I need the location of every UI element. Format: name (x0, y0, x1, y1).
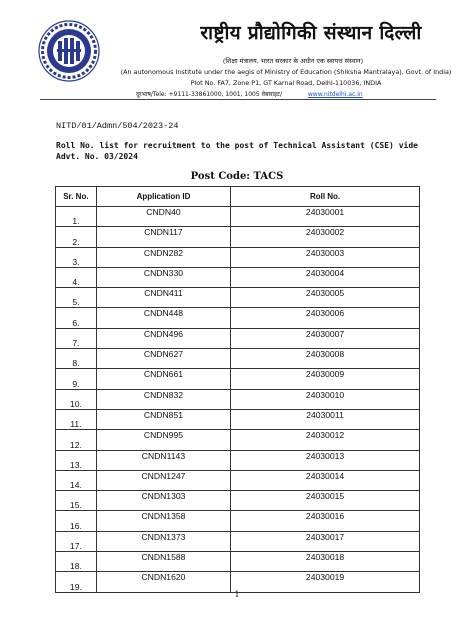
phone-text: दूरभाष/Tele: +9111-33861000, 1001, 1005 वेबसाइट/ (136, 91, 282, 98)
application-id-cell: CNDN1588 (96, 552, 230, 572)
table-row (56, 389, 420, 409)
sr-no-cell: 2. (56, 227, 97, 247)
application-id-cell: CNDN1143 (96, 450, 230, 470)
sr-no-cell: 14. (56, 470, 97, 490)
application-id-cell: CNDN448 (96, 308, 230, 328)
sr-no-cell: 10. (56, 389, 97, 409)
sr-no-cell: 11. (56, 409, 97, 429)
sr-no-cell: 4. (56, 267, 97, 287)
column-header-sr-no: Sr. No. (56, 187, 97, 207)
roll-no-cell: 24030018 (231, 552, 420, 572)
application-id-cell: CNDN117 (96, 227, 230, 247)
sr-no-cell: 18. (56, 552, 97, 572)
table-row (56, 470, 420, 490)
roll-no-cell: 24030012 (231, 430, 420, 450)
application-id-cell: CNDN282 (96, 247, 230, 267)
table-row (56, 308, 420, 328)
application-id-cell: CNDN627 (96, 349, 230, 369)
table-row (56, 207, 420, 227)
table-row (56, 531, 420, 551)
roll-no-cell: 24030011 (231, 409, 420, 429)
sr-no-cell: 19. (56, 572, 97, 592)
application-id-cell: CNDN40 (96, 207, 230, 227)
application-id-cell: CNDN661 (96, 369, 230, 389)
sr-no-cell: 9. (56, 369, 97, 389)
application-id-cell: CNDN1303 (96, 491, 230, 511)
sr-no-cell: 17. (56, 531, 97, 551)
table-row (56, 409, 420, 429)
sr-no-cell: 6. (56, 308, 97, 328)
table-header-row (56, 187, 420, 207)
sr-no-cell: 12. (56, 430, 97, 450)
table-row (56, 491, 420, 511)
table-row (56, 450, 420, 470)
roll-no-cell: 24030002 (231, 227, 420, 247)
roll-no-cell: 24030003 (231, 247, 420, 267)
table-row (56, 511, 420, 531)
post-code-heading: Post Code: TACS (190, 171, 284, 182)
table-row (56, 227, 420, 247)
website-link[interactable]: www.nitdelhi.ac.in (307, 91, 363, 98)
roll-no-cell: 24030007 (231, 328, 420, 348)
table-row (56, 288, 420, 308)
application-id-cell: CNDN411 (96, 288, 230, 308)
institute-subtitle-english: (An autonomous Institute under the aegis of Ministry of Education (Shiksha Mantralaya), Govt. of India) (120, 68, 452, 76)
application-id-cell: CNDN496 (96, 328, 230, 348)
roll-no-cell: 24030010 (231, 389, 420, 409)
sr-no-cell: 8. (56, 349, 97, 369)
roll-no-cell: 24030019 (231, 572, 420, 592)
roll-no-cell: 24030005 (231, 288, 420, 308)
roll-no-cell: 24030004 (231, 267, 420, 287)
institute-subtitle-hindi: (शिक्षा मंत्रालय, भारत सरकार के अधीन एक स्वायत्त संस्थान) (222, 57, 364, 65)
roll-no-cell: 24030013 (231, 450, 420, 470)
application-id-cell: CNDN330 (96, 267, 230, 287)
page-number: 1 (234, 590, 240, 599)
roll-no-cell: 24030014 (231, 470, 420, 490)
sr-no-cell: 5. (56, 288, 97, 308)
application-id-cell: CNDN1247 (96, 470, 230, 490)
table-row (56, 328, 420, 348)
sr-no-cell: 16. (56, 511, 97, 531)
roll-no-cell: 24030009 (231, 369, 420, 389)
sr-no-cell: 7. (56, 328, 97, 348)
subject-line: Roll No. list for recruitment to the post of Technical Assistant (CSE) vide Advt. No. 03/2024 (56, 141, 418, 161)
application-id-cell: CNDN851 (96, 409, 230, 429)
sr-no-cell: 15. (56, 491, 97, 511)
table-row (56, 430, 420, 450)
application-id-cell: CNDN1620 (96, 572, 230, 592)
institute-address: Plot No. FA7, Zone P1, GT Karnal Road, Delhi-110036, INDIA (190, 79, 382, 87)
table-body (56, 207, 420, 593)
institute-name-hindi: राष्ट्रीय प्रौद्योगिकी संस्थान दिल्ली (200, 22, 422, 44)
column-header-roll-no: Roll No. (231, 187, 420, 207)
roll-no-cell: 24030015 (231, 491, 420, 511)
roll-number-table (55, 186, 420, 593)
sr-no-cell: 1. (56, 207, 97, 227)
roll-no-cell: 24030017 (231, 531, 420, 551)
table-row (56, 552, 420, 572)
sr-no-cell: 13. (56, 450, 97, 470)
roll-no-cell: 24030016 (231, 511, 420, 531)
roll-no-cell: 24030001 (231, 207, 420, 227)
application-id-cell: CNDN995 (96, 430, 230, 450)
contact-line (136, 90, 363, 98)
column-header-application-id: Application ID (96, 187, 230, 207)
institute-logo-icon (38, 20, 100, 82)
header-divider (40, 99, 436, 100)
reference-number: NITD/01/Admn/504/2023-24 (56, 121, 179, 131)
roll-no-cell: 24030008 (231, 349, 420, 369)
sr-no-cell: 3. (56, 247, 97, 267)
table-row (56, 369, 420, 389)
roll-no-cell: 24030006 (231, 308, 420, 328)
application-id-cell: CNDN1358 (96, 511, 230, 531)
application-id-cell: CNDN832 (96, 389, 230, 409)
table-row (56, 247, 420, 267)
application-id-cell: CNDN1373 (96, 531, 230, 551)
table-row (56, 267, 420, 287)
table-row (56, 349, 420, 369)
